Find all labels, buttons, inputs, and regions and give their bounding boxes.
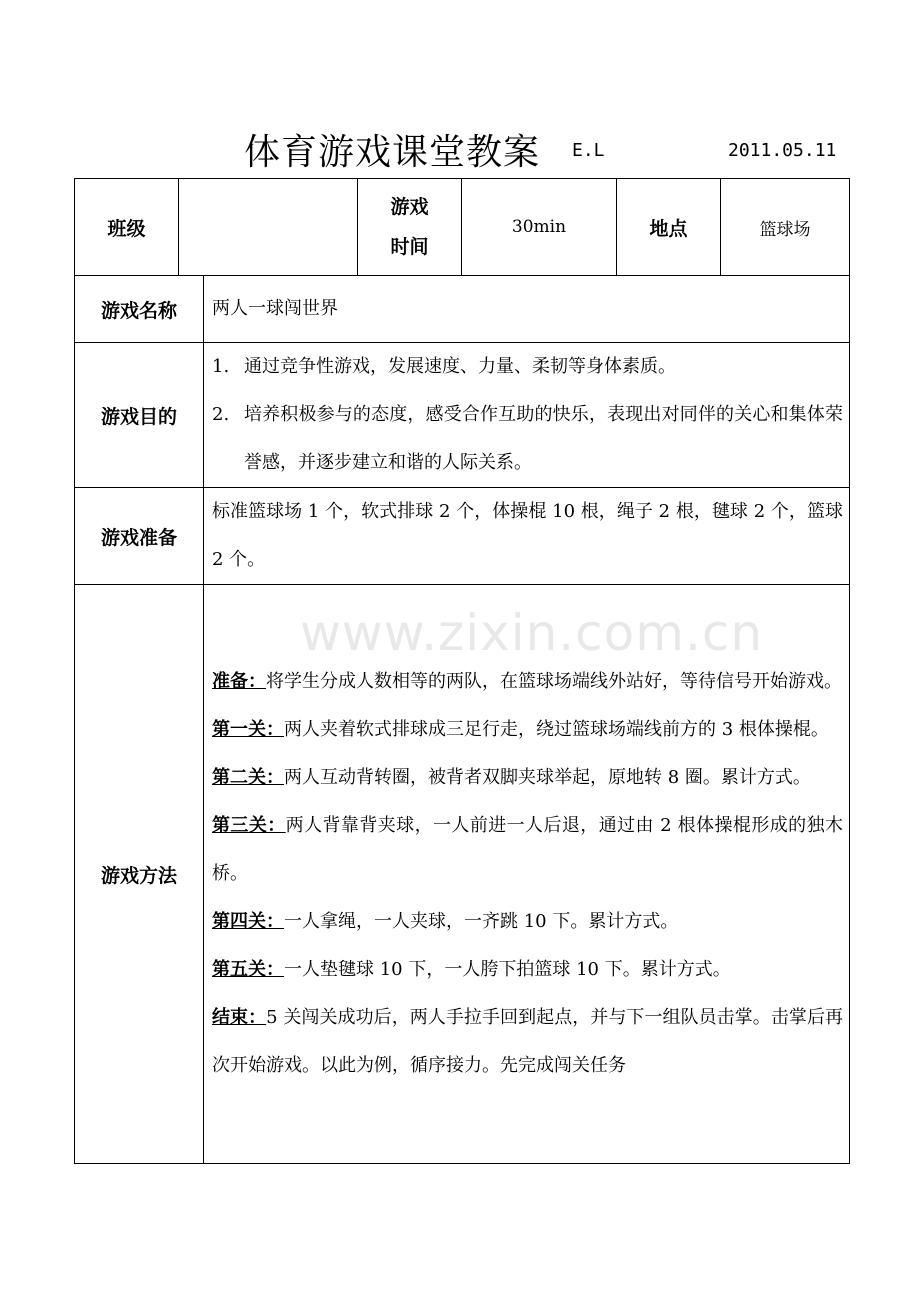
- game-goal-content: [204, 343, 850, 488]
- method-step: [212, 994, 843, 1090]
- step-text: 两人背靠背夹球，一人前进一人后退，通过由 2 根体操棍形成的独木桥。: [212, 815, 843, 884]
- game-method-row: [75, 585, 850, 1164]
- game-name-row: [75, 276, 850, 343]
- goal-number: 2.: [212, 404, 230, 425]
- game-name-label: 游戏名称: [75, 276, 204, 343]
- method-step: [212, 946, 843, 994]
- method-step: [212, 754, 843, 802]
- game-method-content: [204, 585, 850, 1164]
- goal-number: 1.: [212, 356, 230, 377]
- step-label: 第一关：: [212, 719, 284, 740]
- game-goal-row: [75, 343, 850, 488]
- lesson-plan-table: [74, 178, 850, 1164]
- place-value: 篮球场: [721, 179, 850, 276]
- goal-item: [212, 343, 843, 391]
- document-header: [0, 120, 920, 172]
- step-text: 两人夹着软式排球成三足行走，绕过篮球场端线前方的 3 根体操棍。: [284, 719, 829, 740]
- time-label-line2: 时间: [390, 236, 429, 258]
- step-text: 5 关闯关成功后，两人手拉手回到起点，并与下一组队员击掌。击掌后再次开始游戏。以此为例，循序接力。先完成闯关任务: [212, 1007, 844, 1076]
- step-text: 两人互动背转圈，被背者双脚夹球举起，原地转 8 圈。累计方式。: [284, 767, 811, 788]
- goal-text: 通过竞争性游戏，发展速度、力量、柔韧等身体素质。: [244, 356, 676, 377]
- watermark: www.zixin.com.cn: [300, 604, 764, 662]
- method-step: [212, 802, 843, 898]
- game-prep-value: 标准篮球场 1 个，软式排球 2 个，体操棍 10 根，绳子 2 根，毽球 2 个，篮球 2 个。: [204, 488, 850, 585]
- game-goal-label: 游戏目的: [75, 343, 204, 488]
- author-initials: E.L: [572, 140, 605, 161]
- method-step: [212, 898, 843, 946]
- step-label: 准备：: [212, 671, 266, 692]
- document-date: 2011.05.11: [728, 140, 837, 161]
- document-title: 体育游戏课堂教案: [244, 132, 541, 173]
- time-label-line1: 游戏: [390, 196, 429, 218]
- info-row: [75, 179, 850, 276]
- game-prep-row: [75, 488, 850, 585]
- class-value: [179, 179, 358, 276]
- method-step: [212, 706, 843, 754]
- step-label: 第三关：: [212, 815, 286, 836]
- goal-text: 培养积极参与的态度，感受合作互助的快乐，表现出对同伴的关心和集体荣誉感，并逐步建立和谐的人际关系。: [244, 404, 843, 473]
- step-label: 第五关：: [212, 959, 284, 980]
- time-value: 30min: [462, 179, 617, 276]
- step-label: 第二关：: [212, 767, 284, 788]
- step-text: 一人拿绳，一人夹球，一齐跳 10 下。累计方式。: [284, 911, 679, 932]
- method-step: [212, 658, 843, 706]
- place-label: 地点: [617, 179, 721, 276]
- game-name-value: 两人一球闯世界: [204, 276, 850, 343]
- game-prep-label: 游戏准备: [75, 488, 204, 585]
- goal-item: [212, 391, 843, 487]
- game-method-label: 游戏方法: [75, 585, 204, 1164]
- step-text: 一人垫毽球 10 下，一人胯下拍篮球 10 下。累计方式。: [284, 959, 731, 980]
- step-text: 将学生分成人数相等的两队，在篮球场端线外站好，等待信号开始游戏。: [266, 671, 842, 692]
- class-label: 班级: [75, 179, 179, 276]
- time-label: [358, 179, 462, 276]
- step-label: 第四关：: [212, 911, 284, 932]
- step-label: 结束：: [212, 1007, 267, 1028]
